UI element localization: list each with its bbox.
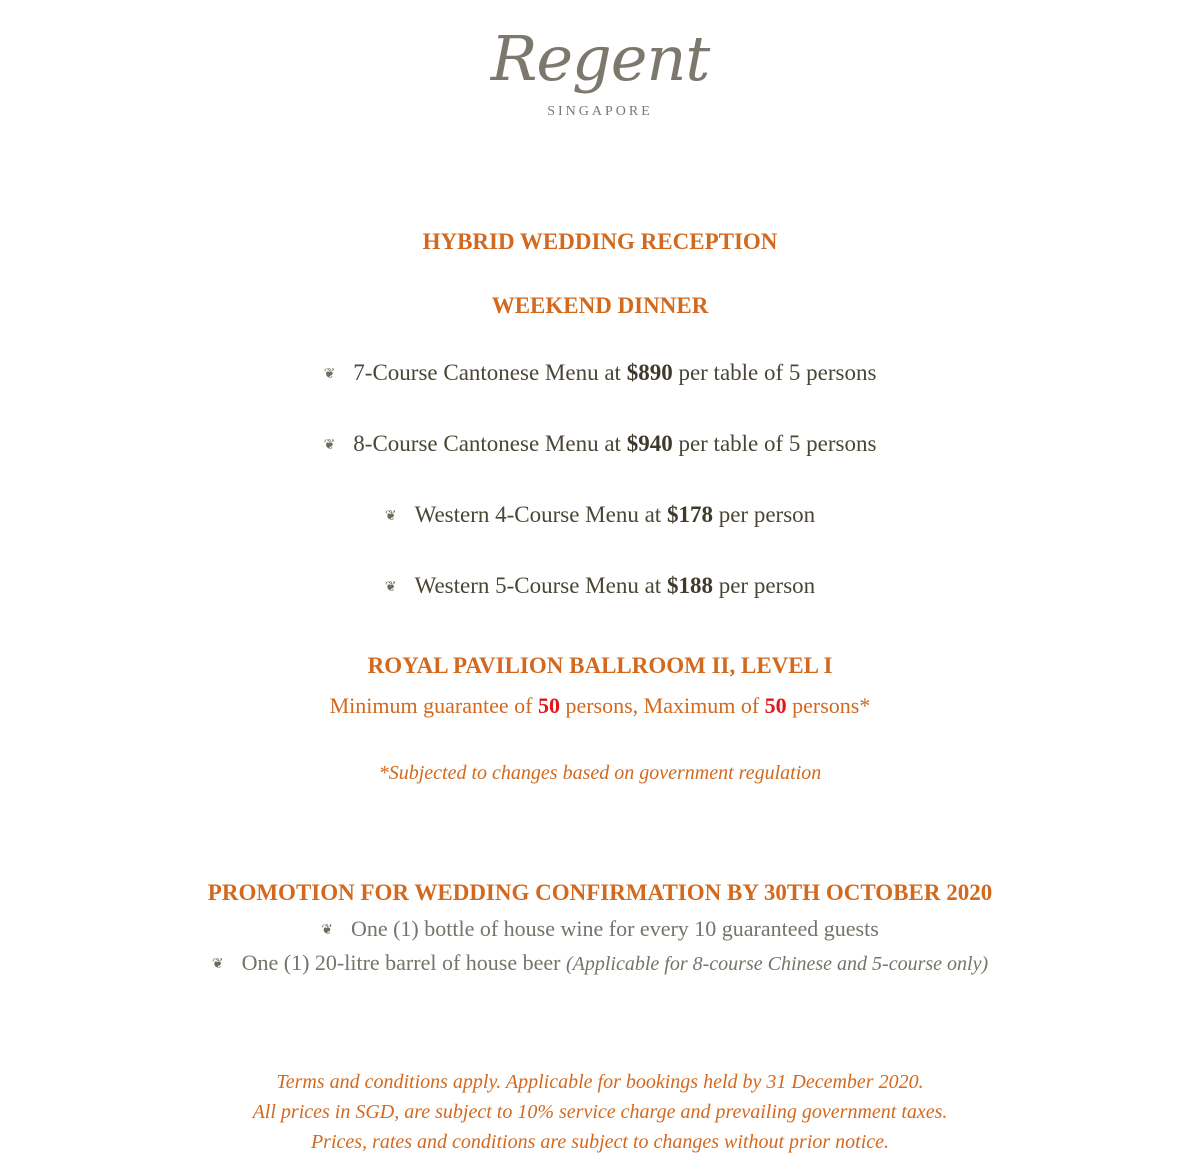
- promotion-item: ❦ One (1) bottle of house wine for every 10 guaranteed guests: [321, 916, 879, 941]
- fleuron-icon: ❦: [384, 580, 397, 595]
- menu-item: ❦ 7-Course Cantonese Menu at $890 per table of 5 persons: [323, 360, 877, 385]
- fleuron-icon: ❦: [321, 923, 333, 938]
- promotion-title: PROMOTION FOR WEDDING CONFIRMATION BY 30TH OCTOBER 2020: [207, 880, 993, 905]
- fleuron-icon: ❦: [384, 509, 397, 524]
- terms-line: Prices, rates and conditions are subject to changes without prior notice.: [310, 1131, 890, 1153]
- menu-price: $188: [666, 573, 713, 598]
- menu-price: $940: [626, 431, 673, 456]
- menu-item: ❦ Western 4-Course Menu at $178 per person: [384, 502, 816, 527]
- venue-note: *Subjected to changes based on government regulation: [378, 762, 822, 784]
- terms-line: All prices in SGD, are subject to 10% service charge and prevailing government taxes.: [252, 1101, 948, 1123]
- fleuron-icon: ❦: [323, 438, 336, 453]
- menu-price: $890: [626, 360, 673, 385]
- promotion-item: ❦ One (1) 20-litre barrel of house beer (Applicable for 8-course Chinese and 5-course only): [211, 950, 989, 975]
- brand-logo: Regent: [490, 22, 710, 95]
- brand-city: SINGAPORE: [547, 104, 653, 119]
- fleuron-icon: ❦: [211, 957, 224, 972]
- terms-line: Terms and conditions apply. Applicable for bookings held by 31 December 2020.: [276, 1071, 924, 1093]
- menu-price: $178: [666, 502, 713, 527]
- menu-item: ❦ Western 5-Course Menu at $188 per person: [384, 573, 816, 598]
- min-guests: 50: [537, 693, 560, 718]
- venue-capacity: Minimum guarantee of 50 persons, Maximum of 50 persons*: [329, 693, 871, 718]
- page-subtitle: WEEKEND DINNER: [491, 293, 709, 318]
- page-title: HYBRID WEDDING RECEPTION: [422, 229, 778, 254]
- max-guests: 50: [764, 693, 787, 718]
- fleuron-icon: ❦: [323, 367, 336, 382]
- menu-item: ❦ 8-Course Cantonese Menu at $940 per table of 5 persons: [323, 431, 877, 456]
- venue-title: ROYAL PAVILION BALLROOM II, LEVEL I: [367, 653, 833, 678]
